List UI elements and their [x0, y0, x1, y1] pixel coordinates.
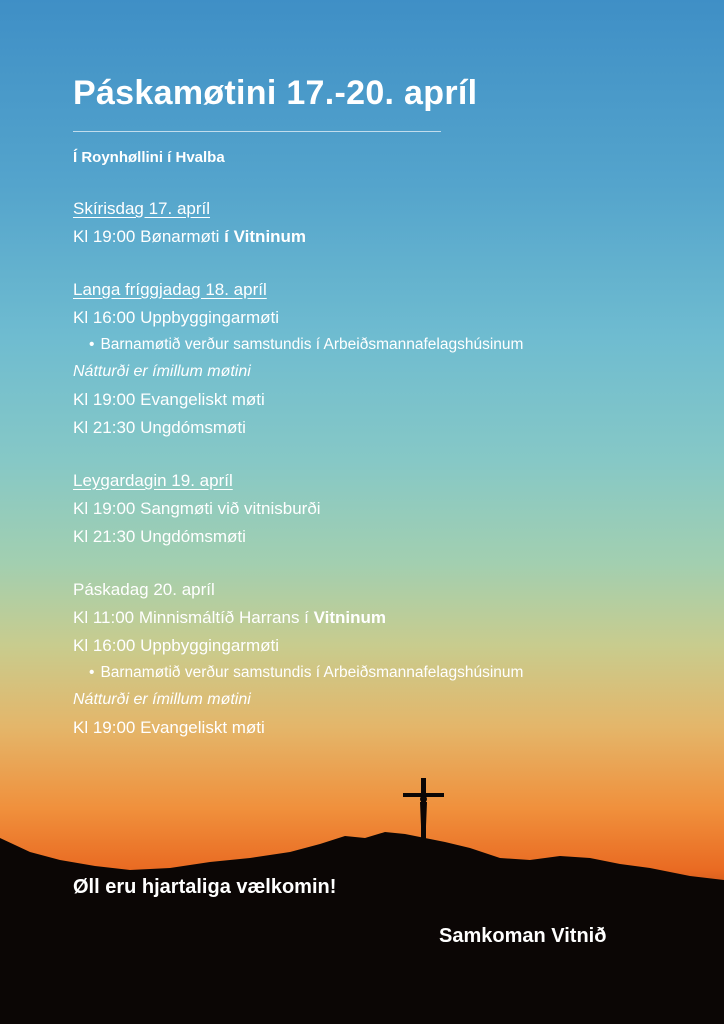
welcome-message: Øll eru hjartaliga vælkomin!: [73, 876, 337, 898]
day-block-friday: [73, 276, 673, 442]
bullet-icon: •: [89, 336, 95, 353]
schedule-item: Kl 19:00 Sangmøti við vitnisburði: [73, 499, 321, 518]
break-note: Nátturði er ímillum møtini: [73, 691, 251, 708]
schedule-item: Kl 21:30 Ungdómsmøti: [73, 527, 246, 546]
schedule-item: Kl 19:00 Bønarmøti í Vitninum: [73, 227, 307, 246]
day-block-saturday: [73, 467, 673, 551]
venue-location: Í Roynhøllini í Hvalba: [73, 149, 225, 166]
schedule-item: Kl 16:00 Uppbyggingarmøti: [73, 308, 280, 327]
schedule-item: Kl 11:00 Minnismáltíð Harrans í Vitninum: [73, 608, 387, 627]
cross-icon: [403, 778, 444, 840]
day-heading: Leygardagin 19. apríl: [73, 471, 233, 490]
schedule: [73, 195, 673, 767]
day-block-sunday: [73, 576, 673, 742]
schedule-note: • Barnamøtið verður samstundis í Arbeiðsmannafelagshúsinum: [73, 332, 673, 358]
organizer-signature: Samkoman Vitnið: [439, 925, 607, 947]
bullet-icon: •: [89, 664, 95, 681]
poster-title: Páskamøtini 17.-20. apríl: [73, 74, 478, 112]
schedule-note: • Barnamøtið verður samstundis í Arbeiðsmannafelagshúsinum: [73, 660, 673, 686]
day-heading: Langa fríggjadag 18. apríl: [73, 280, 267, 299]
day-block-thursday: [73, 195, 673, 251]
title-divider: [73, 131, 441, 132]
schedule-item: Kl 16:00 Uppbyggingarmøti: [73, 636, 280, 655]
schedule-item: Kl 21:30 Ungdómsmøti: [73, 418, 246, 437]
break-note: Nátturði er ímillum møtini: [73, 363, 251, 380]
schedule-item: Kl 19:00 Evangeliskt møti: [73, 390, 265, 409]
schedule-item: Kl 19:00 Evangeliskt møti: [73, 718, 265, 737]
day-heading: Páskadag 20. apríl: [73, 580, 215, 599]
day-heading: Skírisdag 17. apríl: [73, 199, 211, 218]
